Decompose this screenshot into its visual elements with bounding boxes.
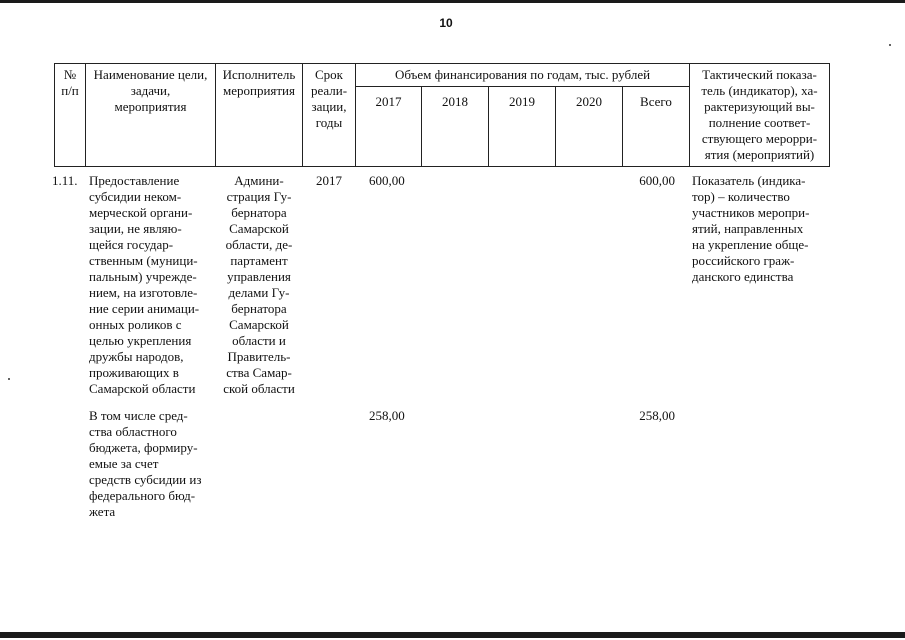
top-border (0, 0, 905, 3)
subrow-name: В том числе сред- ства областного бюджета, формиру- емые за счет средств субсидии из федерального бюд- жета (89, 408, 202, 519)
row-name: Предоставление субсидии неком- мерческой органи- зации, не являю- щейся государ- ственным (муници- пальным) учрежде- нием, на изготовле- ние серии анимаци- онных роликов с целью укрепления дружбы народов, проживающих в Самарской области (89, 173, 200, 396)
header-num: № п/п (61, 67, 79, 98)
row-indicator: Показатель (индика- тор) – количество участников меропри- ятий, направленных на укрепление обще- российского граж- данского единства (692, 173, 810, 284)
row-amount-total: 600,00 (639, 173, 675, 188)
scan-speck (8, 378, 10, 380)
scan-speck (889, 44, 891, 46)
header-indicator: Тактический показа- тель (индикатор), ха- рактеризующий вы- полнение соответ- ствующего мероpри- ятия (мероприятий) (701, 67, 818, 162)
header-name: Наименование цели, задачи, мероприятия (93, 67, 208, 114)
header-year-2020: 2020 (576, 94, 602, 109)
header-year-2019: 2019 (509, 94, 535, 109)
bottom-border (0, 632, 905, 638)
header-year-2018: 2018 (442, 94, 468, 109)
page-number: 10 (439, 16, 453, 30)
header-executor: Исполнитель мероприятия (222, 67, 296, 98)
header-term: Срок реали- зации, годы (310, 67, 348, 130)
header-year-2017: 2017 (375, 94, 402, 109)
funding-divider (355, 86, 689, 87)
row-number: 1.11. (52, 173, 78, 188)
row-amount-2017: 600,00 (369, 173, 405, 188)
subrow-amount-2017: 258,00 (369, 408, 405, 423)
subrow-amount-total: 258,00 (639, 408, 675, 423)
header-total: Всего (640, 94, 672, 109)
row-term: 2017 (316, 173, 342, 188)
row-executor: Админи- страция Гу- бернатора Самарской области, де- партамент управления делами Гу- бернатора Самарской области и Правитель- ства Самар- ской области (223, 173, 295, 396)
header-funding: Объем финансирования по годам, тыс. рублей (394, 67, 651, 82)
